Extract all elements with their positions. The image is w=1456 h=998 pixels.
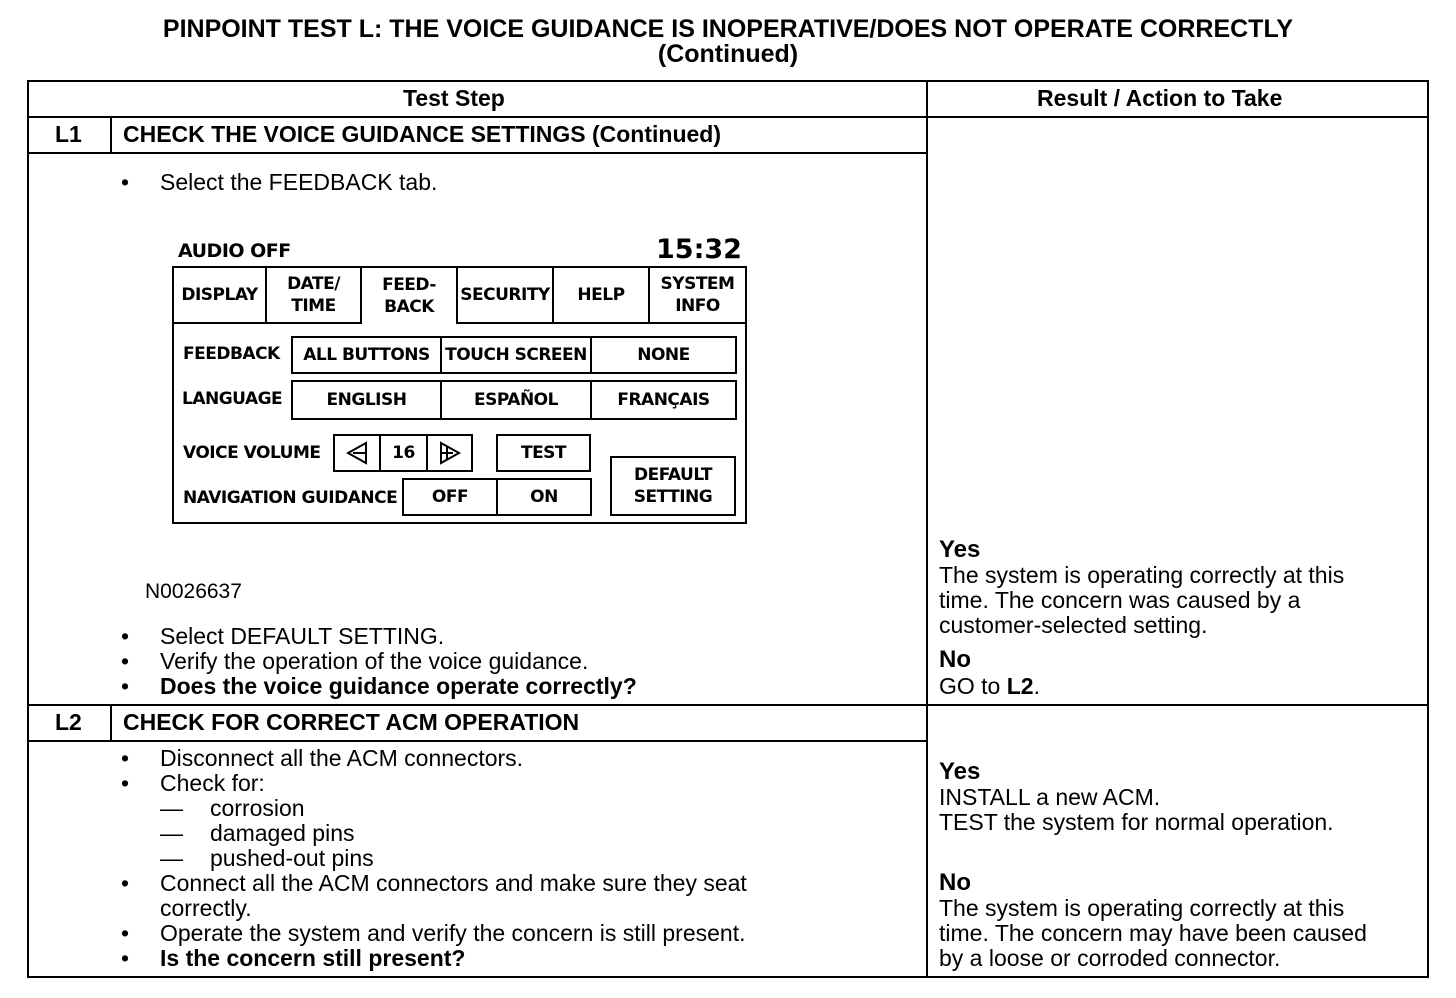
volume-value: 16 [392,443,415,463]
l2-no-text: by a loose or corroded connector. [939,945,1281,971]
goto-l2-link[interactable]: L2 [1006,673,1034,699]
tab-feedback[interactable] [362,268,456,324]
l2-check-pushed-out-pins: pushed-out pins [210,845,374,871]
tab-system-info[interactable] [650,268,745,322]
bullet-glyph: • [121,945,130,971]
l1-yes-text: time. The concern was caused by a [939,587,1301,613]
figure-id: N0026637 [145,580,242,603]
l1-no-prefix: GO to [939,673,1007,699]
default-setting-line2: SETTING [633,487,713,507]
l2-step-connect: Connect all the ACM connectors and make sure they seat [160,870,747,896]
tab-help[interactable] [554,268,648,322]
feedback-none[interactable]: NONE [637,345,690,365]
language-francais[interactable]: FRANÇAIS [617,390,710,410]
language-label: LANGUAGE [182,389,283,409]
column-divider [926,80,928,978]
tab-security[interactable] [458,268,552,322]
l2-check-damaged-pins: damaged pins [210,820,355,846]
step-id-divider-l2 [110,704,112,741]
bullet-glyph: • [121,745,130,771]
feedback-label: FEEDBACK [183,344,280,364]
feedback-touch-screen[interactable]: TOUCH SCREEN [445,345,587,365]
l1-yes-text: customer-selected setting. [939,612,1208,638]
volume-down-button[interactable] [335,436,379,470]
feedback-all-buttons[interactable]: ALL BUTTONS [303,345,430,365]
l1-no-label: No [939,646,971,673]
row-divider [27,704,1429,706]
l1-yes-text: The system is operating correctly at this [939,562,1345,588]
voice-volume-label: VOICE VOLUME [183,443,321,463]
bullet-glyph: • [121,623,130,649]
tab-label: TIME [291,296,336,316]
step-id-l1: L1 [55,121,82,147]
step-heading-l2: CHECK FOR CORRECT ACM OPERATION [123,709,580,735]
navigation-guidance-label: NAVIGATION GUIDANCE [183,488,398,508]
l2-question: Is the concern still present? [160,945,466,971]
step-id-l2: L2 [55,709,82,735]
tab-label: DISPLAY [181,285,258,305]
l1-no-text [939,674,1040,699]
header-rule [27,116,1429,118]
l1-step-verify: Verify the operation of the voice guidance. [160,648,589,674]
tab-label: FEED- [382,275,436,295]
tab-bar-rule [457,322,747,324]
tab-label: INFO [675,296,720,316]
l2-no-text: The system is operating correctly at this [939,895,1345,921]
l1-step-select-feedback: Select the FEEDBACK tab. [160,169,438,195]
tab-label: DATE/ [287,274,340,294]
l2-yes-label: Yes [939,758,981,785]
step-id-divider-l1 [110,116,112,153]
tab-label: BACK [384,297,434,317]
bullet-glyph: • [121,770,130,796]
l2-check-corrosion: corrosion [210,795,305,821]
page-subtitle: (Continued) [657,40,799,68]
l2-step-connect-cont: correctly. [160,895,252,921]
dash-glyph: — [160,820,183,846]
l2-step-disconnect: Disconnect all the ACM connectors. [160,745,524,771]
language-espanol[interactable]: ESPAÑOL [474,390,558,410]
l1-yes-label: Yes [939,536,981,563]
default-setting-line1: DEFAULT [634,465,712,485]
bullet-glyph: • [121,673,130,699]
page-title: PINPOINT TEST L: THE VOICE GUIDANCE IS INOPERATIVE/DOES NOT OPERATE CORRECTLY [162,15,1294,43]
test-button-label: TEST [520,443,567,463]
tab-label: HELP [577,285,625,305]
l2-yes-text: INSTALL a new ACM. [939,784,1161,810]
bullet-glyph: • [121,648,130,674]
volume-up-button[interactable] [428,436,471,470]
l2-step-operate: Operate the system and verify the concern is still present. [160,920,746,946]
l1-heading-rule [27,152,927,154]
bullet-glyph: • [121,920,130,946]
l2-no-text: time. The concern may have been caused [939,920,1367,946]
l1-no-suffix: . [1033,673,1040,699]
dash-glyph: — [160,795,183,821]
clock: 15:32 [656,234,742,265]
audio-status: AUDIO OFF [178,240,291,262]
l2-no-label: No [939,869,971,896]
l1-step-select-default: Select DEFAULT SETTING. [160,623,445,649]
column-header-test-step: Test Step [403,85,505,111]
l1-question: Does the voice guidance operate correctly? [160,673,637,699]
language-english[interactable]: ENGLISH [326,390,407,410]
triangle-left-icon [344,440,370,466]
step-heading-l1: CHECK THE VOICE GUIDANCE SETTINGS (Continued) [123,121,721,147]
bullet-glyph: • [121,870,130,896]
triangle-right-plus-icon [437,440,463,466]
tab-date-time[interactable] [267,268,360,322]
bullet-glyph: • [121,169,130,195]
l2-yes-text: TEST the system for normal operation. [939,809,1334,835]
default-setting-label [612,458,734,514]
dash-glyph: — [160,845,183,871]
l2-heading-rule [27,740,927,742]
tab-label: SYSTEM [660,274,735,294]
column-header-result: Result / Action to Take [1037,85,1283,111]
tab-display[interactable] [174,268,265,322]
l2-step-check-for: Check for: [160,770,265,796]
navigation-off[interactable]: OFF [431,487,469,507]
navigation-on[interactable]: ON [530,487,558,507]
tab-label: SECURITY [460,285,550,305]
